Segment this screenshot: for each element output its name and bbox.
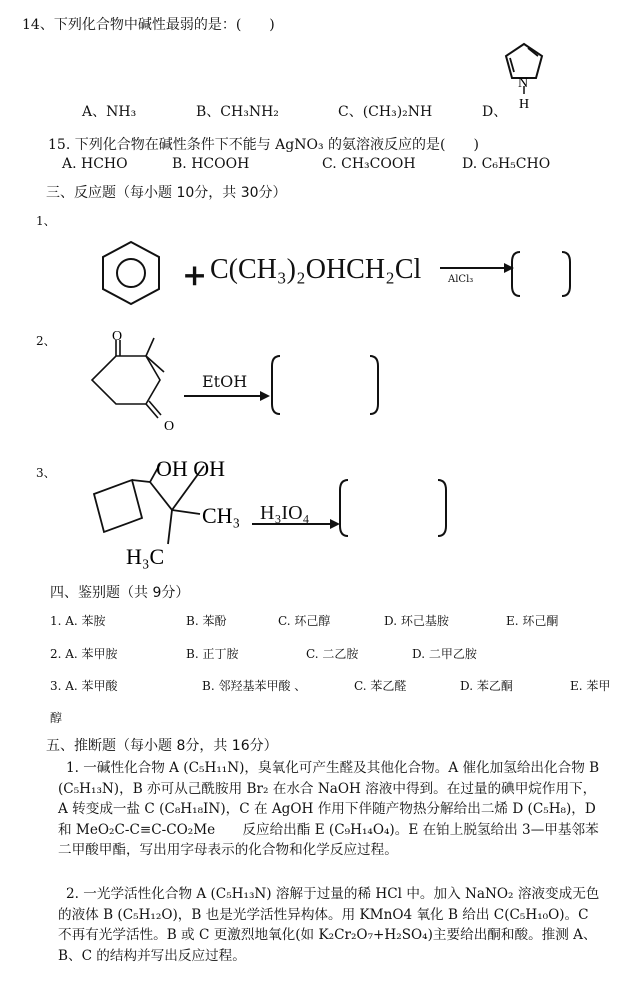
q15-option-a: A. HCHO (62, 156, 128, 172)
reaction1-plus: + (182, 258, 208, 293)
cyclobutyl-diol-structure (88, 452, 260, 574)
inference-problem-2: 2. 一光学活性化合物 A (C₅H₁₃N) 溶解于过量的稀 HCl 中。加入 NaNO₂ 溶液变成无色的液体 B (C₅H₁₂O)，B 也是光学活性异构体。用 KMnO4 氧化 B 给出 C(C₅H₁₀O)。C 不再有光学活性。B 或 C 更激烈地氧化(如 K₂Cr₂O₇+H₂SO₄)主要给出酮和酸。推测 A、B、C 的结构并写出反应过程。 (58, 886, 600, 964)
q14-stem: 14、下列化合物中碱性最弱的是：( ) (22, 17, 275, 33)
identify-row1-b: B. 苯酚 (186, 614, 227, 628)
section3-title: 三、反应题（每小题 10分，共 30分） (46, 185, 287, 201)
identify-row3-c: C. 苯乙醛 (354, 679, 407, 693)
reaction3-arrow-and-bracket (252, 478, 452, 540)
reaction1-number: 1、 (36, 214, 56, 228)
reaction3-oh-label: OH OH (156, 456, 226, 481)
q14-option-a: A、NH₃ (82, 104, 137, 120)
pyrrole-n-label: N (518, 76, 529, 91)
identify-row3-wrap: 醇 (50, 711, 63, 725)
identify-row3-b: B. 邻羟基苯甲酸 、 (202, 679, 307, 693)
reaction3-ch3-label: CH₃ (202, 503, 241, 528)
q14-option-d: D、 (482, 104, 508, 120)
reaction1-catalyst: AlCl₃ (448, 274, 474, 285)
reaction2-number: 2、 (36, 334, 56, 348)
identify-row3-e: E. 苯甲 (570, 679, 611, 693)
reaction3-number: 3、 (36, 466, 56, 480)
identify-row2-a: 2. A. 苯甲胺 (50, 647, 118, 661)
q15-option-c: C. CH₃COOH (322, 156, 416, 172)
dimethylcyclohexanedione-structure (84, 328, 184, 434)
pyrrole-structure (500, 36, 560, 114)
reaction3-reagent: H₃IO₄ (260, 502, 310, 524)
reaction1-reagent: C(CH₃)₂OHCH₂Cl (210, 254, 422, 285)
q15-stem: 15. 下列化合物在碱性条件下不能与 AgNO₃ 的氨溶液反应的是( ) (48, 137, 479, 153)
reaction2-o-top: O (112, 329, 123, 344)
identify-row2-b: B. 正丁胺 (186, 647, 239, 661)
q15-option-d: D. C₆H₅CHO (462, 156, 551, 172)
reaction2-reagent: EtOH (202, 372, 248, 391)
identify-row2-d: D. 二甲乙胺 (412, 647, 477, 661)
q14-option-c: C、(CH₃)₂NH (338, 104, 433, 120)
identify-row1-e: E. 环己酮 (506, 614, 559, 628)
section4-title: 四、鉴别题（共 9分） (50, 585, 190, 601)
reaction3-h3c-label: H₃C (126, 544, 165, 569)
reaction2-arrow-and-bracket (184, 354, 384, 416)
section5-title: 五、推断题（每小题 8分，共 16分） (46, 738, 278, 754)
identify-row2-c: C. 二乙胺 (306, 647, 359, 661)
pyrrole-h-label: H (519, 97, 530, 112)
identify-row3-a: 3. A. 苯甲酸 (50, 679, 118, 693)
benzene-structure (96, 238, 166, 308)
reaction1-arrow-and-bracket (440, 250, 576, 300)
q15-option-b: B. HCOOH (172, 156, 250, 172)
reaction2-o-bottom: O (164, 419, 175, 434)
identify-row3-d: D. 苯乙酮 (460, 679, 513, 693)
identify-row1-a: 1. A. 苯胺 (50, 614, 106, 628)
q14-option-b: B、CH₃NH₂ (196, 104, 279, 120)
identify-row1-d: D. 环己基胺 (384, 614, 449, 628)
inference-problem-1: 1. 一碱性化合物 A (C₅H₁₁N)，臭氧化可产生醛及其他化合物。A 催化加氢给出化合物 B (C₅H₁₃N)，B 亦可从己酰胺用 Br₂ 在水合 NaOH 溶液中得到。在过量的碘甲烷作用下，A 转变成一盐 C (C₈H₁₈IN)，C 在 AgOH 作用下伴随产物热分解给出二烯 D (C₅H₈)，D 和 MeO₂C-C≡C-CO₂Me 反应给出酯 E (C₉H₁₄O₄)。E 在铂上脱氢给出 3—甲基邻苯二甲酸甲酯，写出用字母表示的化合物和化学反应过程。 (58, 760, 600, 858)
identify-row1-c: C. 环己醇 (278, 614, 331, 628)
